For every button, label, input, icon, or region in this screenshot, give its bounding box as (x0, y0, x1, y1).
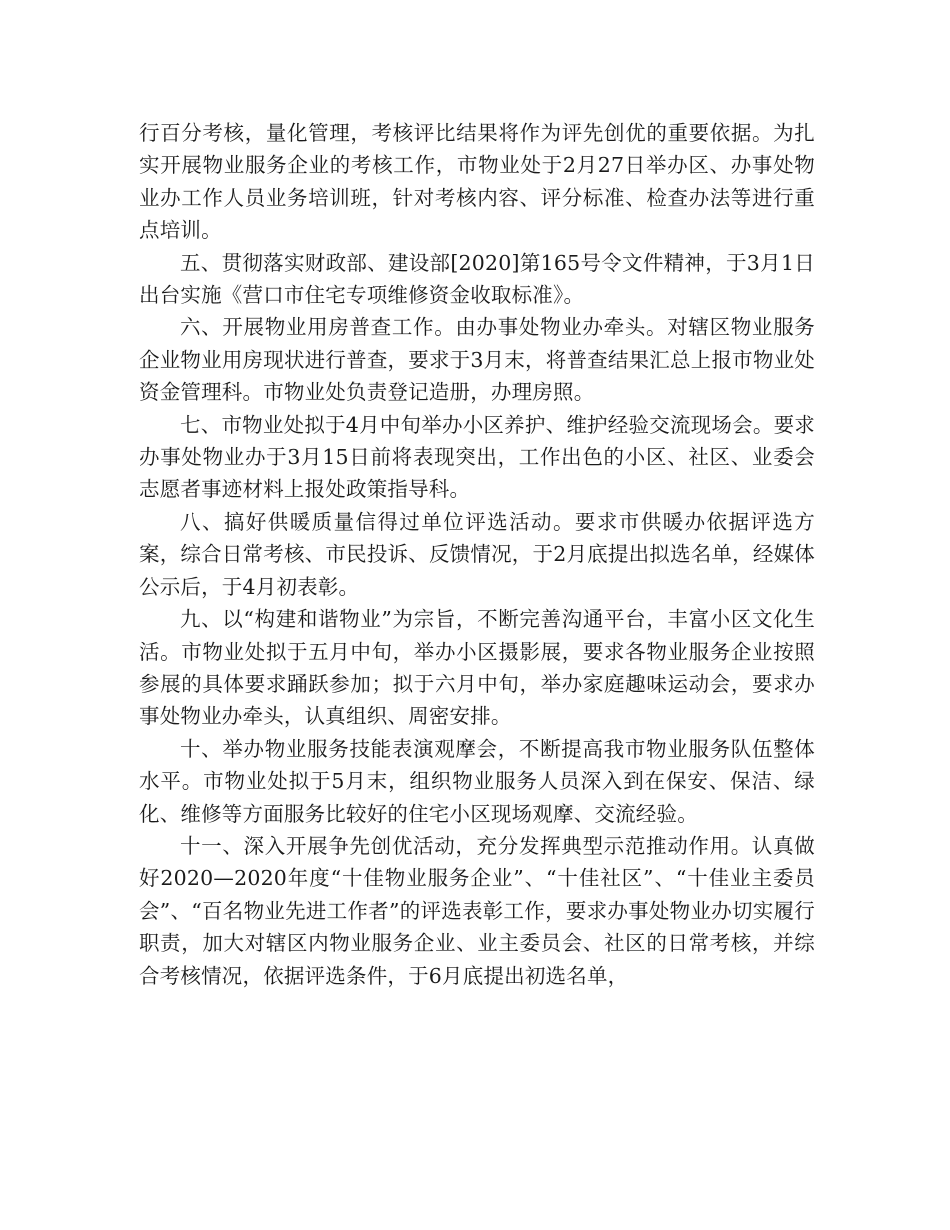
paragraph-item-8: 八、搞好供暖质量信得过单位评选活动。要求市供暖办依据评选方案，综合日常考核、市民投诉、反馈情况，于2月底提出拟选名单，经媒体公示后，于4月初表彰。 (139, 509, 815, 599)
paragraph-item-11: 十一、深入开展争先创优活动，充分发挥典型示范推动作用。认真做好2020—2020年度“十佳物业服务企业”、“十佳社区”、“十佳业主委员会”、“百名物业先进工作者”的评选表彰工作，要求办事处物业办切实履行职责，加大对辖区内物业服务企业、业主委员会、社区的日常考核，并综合考核情况，依据评选条件，于6月底提出初选名单， (139, 833, 815, 988)
document-body (139, 117, 815, 992)
paragraph-item-5: 五、贯彻落实财政部、建设部[2020]第165号令文件精神，于3月1日出台实施《营口市住宅专项维修资金收取标准》。 (139, 250, 815, 308)
paragraph-continued: 行百分考核，量化管理，考核评比结果将作为评先创优的重要依据。为扎实开展物业服务企业的考核工作，市物业处于2月27日举办区、办事处物业办工作人员业务培训班，针对考核内容、评分标准、检查办法等进行重点培训。 (139, 121, 815, 243)
paragraph-item-7: 七、市物业处拟于4月中旬举办小区养护、维护经验交流现场会。要求办事处物业办于3月15日前将表现突出，工作出色的小区、社区、业委会志愿者事迹材料上报处政策指导科。 (139, 412, 815, 502)
paragraph-item-6: 六、开展物业用房普查工作。由办事处物业办牵头。对辖区物业服务企业物业用房现状进行普查，要求于3月末，将普查结果汇总上报市物业处资金管理科。市物业处负责登记造册，办理房照。 (139, 315, 815, 405)
paragraph-item-9: 九、以“构建和谐物业”为宗旨，不断完善沟通平台，丰富小区文化生活。市物业处拟于五月中旬，举办小区摄影展，要求各物业服务企业按照参展的具体要求踊跃参加；拟于六月中旬，举办家庭趣味运动会，要求办事处物业办牵头，认真组织、周密安排。 (139, 607, 815, 729)
paragraph-item-10: 十、举办物业服务技能表演观摩会，不断提高我市物业服务队伍整体水平。市物业处拟于5月末，组织物业服务人员深入到在保安、保洁、绿化、维修等方面服务比较好的住宅小区现场观摩、交流经验。 (139, 736, 815, 826)
